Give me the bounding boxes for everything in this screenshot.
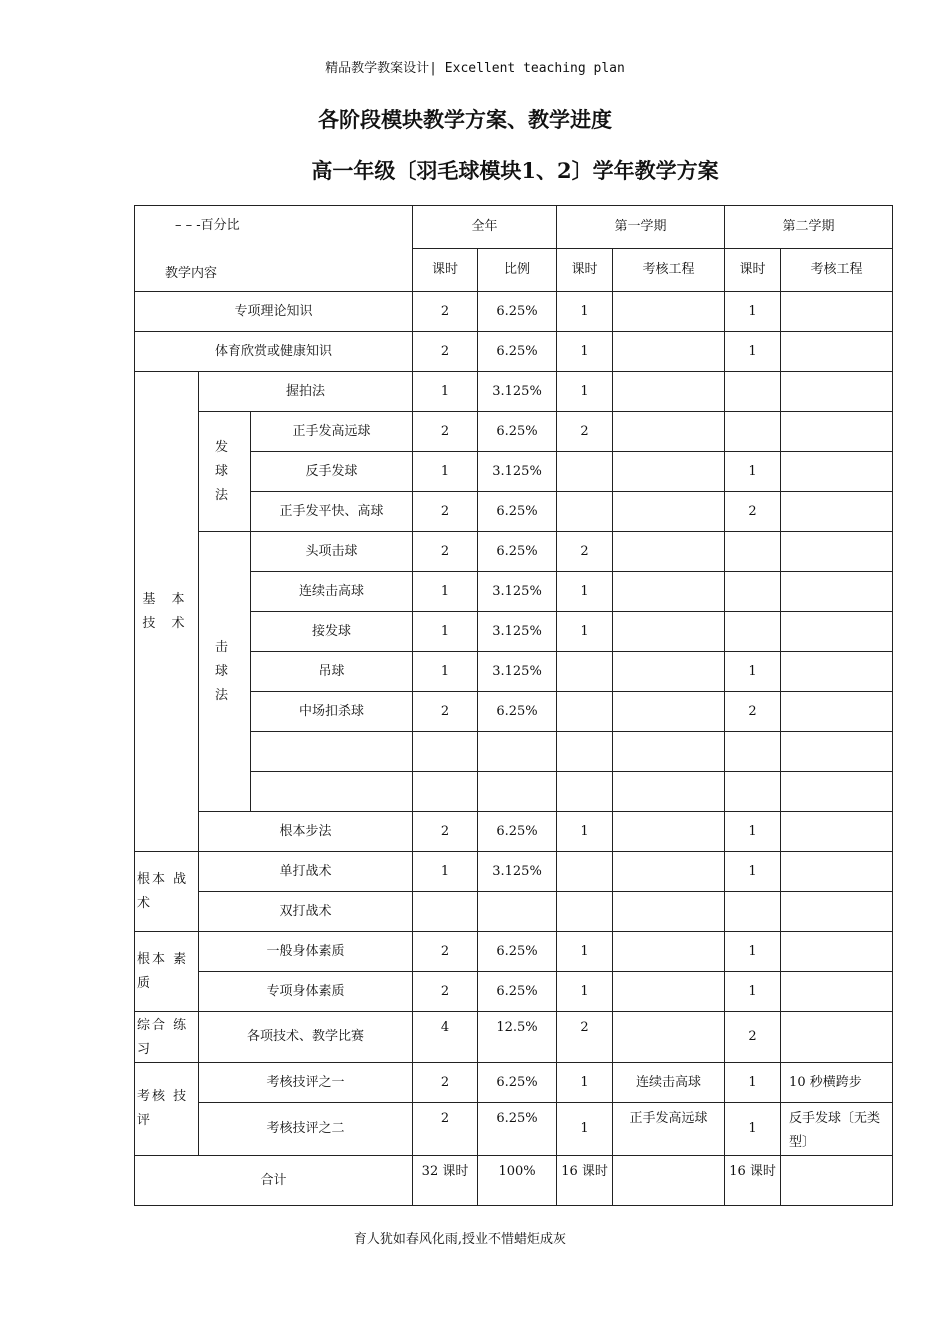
sub-assess: 考核工程 [781,249,893,292]
cell-ratio: 6.25% [478,492,557,532]
cell-s1-hours [557,452,613,492]
cell-hours: 1 [413,652,478,692]
cell-s1-hours: 1 [557,292,613,332]
table-row [135,332,893,372]
cell-s1-hours: 1 [557,972,613,1012]
corner-top-label: – – -百分比 [175,218,240,233]
cell-s2-hours: 1 [725,852,781,892]
cell-s2-assess [781,732,893,772]
page-header: 精品教学教案设计| Excellent teaching plan [325,61,625,76]
col-full-year: 全年 [413,206,557,249]
cell-s2-assess: 反手发球〔无类型〕 [781,1103,893,1156]
cell-s2-hours: 1 [725,812,781,852]
cell-s2-assess [781,772,893,812]
cell-s1-hours: 1 [557,1063,613,1103]
table-row [135,412,893,452]
sub-ratio: 比例 [478,249,557,292]
cell-s2-hours [725,772,781,812]
cell-hours: 1 [413,572,478,612]
cell-ratio: 6.25% [478,1103,557,1156]
cell-ratio: 6.25% [478,332,557,372]
cell-ratio: 6.25% [478,412,557,452]
cell-s2-assess: 10 秒横跨步 [781,1063,893,1103]
col-semester-1: 第一学期 [557,206,725,249]
table-row [135,372,893,412]
cell-hours: 2 [413,492,478,532]
row-name: 考核技评之一 [199,1063,413,1103]
cell-s2-assess [781,412,893,452]
row-name: 根本步法 [199,812,413,852]
cell-s2-hours: 2 [725,492,781,532]
cell-s2-hours [725,572,781,612]
table-row [135,852,893,892]
cell-ratio: 3.125% [478,612,557,652]
cell-s1-assess [613,812,725,852]
cell-s2-assess [781,932,893,972]
cell-s1-assess [613,852,725,892]
cell-hours [413,892,478,932]
total-row [135,1156,893,1206]
cell-s1-hours: 1 [557,612,613,652]
total-s2-hours: 16 课时 [725,1156,781,1206]
total-hours: 32 课时 [413,1156,478,1206]
cell-ratio: 3.125% [478,452,557,492]
cell-hours: 2 [413,692,478,732]
cell-hours: 2 [413,332,478,372]
cell-s2-hours [725,412,781,452]
col-semester-2: 第二学期 [725,206,893,249]
cell-s2-assess [781,1012,893,1063]
sub-hours: 课时 [557,249,613,292]
table-row [135,292,893,332]
cell-s2-assess [781,572,893,612]
cell-ratio: 6.25% [478,532,557,572]
table-row [135,532,893,572]
cell-hours: 2 [413,1103,478,1156]
cell-ratio: 6.25% [478,972,557,1012]
row-name: 正手发平快、高球 [251,492,413,532]
cell-s2-hours: 1 [725,932,781,972]
total-s2-assess [781,1156,893,1206]
cell-s2-hours [725,732,781,772]
row-name: 专项理论知识 [135,292,413,332]
cell-s2-hours [725,892,781,932]
cell-s1-assess [613,972,725,1012]
cell-s1-assess [613,692,725,732]
header-row-1 [135,206,893,249]
cell-s1-hours: 1 [557,932,613,972]
cell-s1-assess [613,652,725,692]
cell-hours: 4 [413,1012,478,1063]
cell-s2-hours: 2 [725,1012,781,1063]
cell-hours: 2 [413,412,478,452]
cell-s1-assess [613,732,725,772]
cell-s1-hours [557,892,613,932]
cell-s1-hours [557,772,613,812]
cell-s1-assess [613,532,725,572]
cell-s2-assess [781,692,893,732]
group-basic-tech: 基 本 技 术 [135,372,199,852]
cell-ratio: 6.25% [478,692,557,732]
row-name: 一般身体素质 [199,932,413,972]
cell-s1-assess [613,372,725,412]
cell-ratio: 6.25% [478,812,557,852]
cell-hours: 2 [413,1063,478,1103]
group-serve: 发 球 法 [199,412,251,532]
cell-s2-hours: 1 [725,332,781,372]
group-assess: 考核 技评 [135,1063,199,1156]
cell-hours: 1 [413,372,478,412]
cell-hours: 2 [413,532,478,572]
page-footer: 育人犹如春风化雨,授业不惜蜡炬成灰 [353,1232,567,1247]
cell-s2-hours: 1 [725,1103,781,1156]
cell-s1-assess [613,772,725,812]
cell-s2-hours: 1 [725,652,781,692]
cell-s2-assess [781,812,893,852]
cell-s2-assess [781,972,893,1012]
cell-hours: 1 [413,452,478,492]
cell-s1-hours: 1 [557,332,613,372]
cell-s2-assess [781,892,893,932]
cell-s1-hours [557,852,613,892]
cell-ratio: 12.5% [478,1012,557,1063]
cell-s1-assess [613,332,725,372]
cell-s2-assess [781,332,893,372]
cell-s2-assess [781,852,893,892]
table-row [135,1103,893,1156]
row-name: 考核技评之二 [199,1103,413,1156]
cell-s1-hours: 1 [557,812,613,852]
row-name: 接发球 [251,612,413,652]
total-label: 合计 [135,1156,413,1206]
row-name: 中场扣杀球 [251,692,413,732]
row-name [251,732,413,772]
table-row [135,1063,893,1103]
row-name: 吊球 [251,652,413,692]
cell-s1-assess [613,892,725,932]
page-subtitle: 高一年级〔羽毛球模块1、2〕学年教学方案 [311,158,719,183]
cell-s1-assess [613,612,725,652]
cell-ratio: 6.25% [478,1063,557,1103]
cell-s1-assess [613,932,725,972]
cell-s2-hours [725,612,781,652]
cell-s1-hours [557,732,613,772]
row-name: 双打战术 [199,892,413,932]
cell-ratio: 6.25% [478,292,557,332]
cell-s1-hours: 2 [557,412,613,452]
row-name: 正手发高远球 [251,412,413,452]
cell-s2-hours: 1 [725,452,781,492]
row-name [251,772,413,812]
cell-s1-hours: 1 [557,372,613,412]
cell-s1-assess [613,572,725,612]
cell-s1-hours [557,692,613,732]
cell-s2-hours: 1 [725,972,781,1012]
row-name: 反手发球 [251,452,413,492]
sub-hours: 课时 [725,249,781,292]
cell-s2-assess [781,612,893,652]
total-s1-assess [613,1156,725,1206]
table-row [135,1012,893,1063]
row-name: 专项身体素质 [199,972,413,1012]
cell-s1-assess [613,412,725,452]
cell-ratio [478,772,557,812]
cell-ratio [478,892,557,932]
cell-hours: 2 [413,972,478,1012]
cell-s2-assess [781,452,893,492]
cell-s1-assess [613,292,725,332]
row-name: 各项技术、教学比赛 [199,1012,413,1063]
cell-s2-assess [781,532,893,572]
group-tactics: 根本 战术 [135,852,199,932]
table-row [135,972,893,1012]
cell-s2-assess [781,372,893,412]
cell-hours: 1 [413,612,478,652]
cell-hours: 2 [413,812,478,852]
teaching-plan-table [134,205,893,1206]
sub-assess: 考核工程 [613,249,725,292]
cell-s2-assess [781,492,893,532]
cell-s1-hours [557,652,613,692]
cell-ratio: 6.25% [478,932,557,972]
corner-cell [135,206,413,292]
cell-ratio [478,732,557,772]
cell-s1-assess [613,1012,725,1063]
table-row [135,812,893,852]
cell-hours: 2 [413,932,478,972]
group-fitness: 根本 素质 [135,932,199,1012]
cell-s1-hours [557,492,613,532]
page-title: 各阶段模块教学方案、教学进度 [318,107,612,132]
cell-ratio: 3.125% [478,852,557,892]
cell-ratio: 3.125% [478,372,557,412]
cell-hours [413,772,478,812]
group-hit: 击 球 法 [199,532,251,812]
table-row [135,932,893,972]
cell-ratio: 3.125% [478,572,557,612]
cell-s1-hours: 1 [557,1103,613,1156]
sub-hours: 课时 [413,249,478,292]
row-name: 头项击球 [251,532,413,572]
cell-s1-hours: 2 [557,532,613,572]
cell-s2-hours: 2 [725,692,781,732]
cell-s1-hours: 1 [557,572,613,612]
table-row [135,892,893,932]
row-name: 单打战术 [199,852,413,892]
cell-ratio: 3.125% [478,652,557,692]
cell-s1-assess: 正手发高远球 [613,1103,725,1156]
cell-hours: 2 [413,292,478,332]
cell-s1-assess [613,492,725,532]
row-name: 体育欣赏或健康知识 [135,332,413,372]
cell-s1-assess [613,452,725,492]
row-name: 连续击高球 [251,572,413,612]
cell-hours: 1 [413,852,478,892]
cell-hours [413,732,478,772]
cell-s2-hours: 1 [725,292,781,332]
total-ratio: 100% [478,1156,557,1206]
corner-bottom-label: 教学内容 [165,266,218,281]
cell-s2-assess [781,652,893,692]
total-s1-hours: 16 课时 [557,1156,613,1206]
cell-s2-hours: 1 [725,1063,781,1103]
group-practice: 综合 练习 [135,1012,199,1063]
row-name: 握拍法 [199,372,413,412]
cell-s2-assess [781,292,893,332]
cell-s1-assess: 连续击高球 [613,1063,725,1103]
cell-s1-hours: 2 [557,1012,613,1063]
cell-s2-hours [725,532,781,572]
cell-s2-hours [725,372,781,412]
